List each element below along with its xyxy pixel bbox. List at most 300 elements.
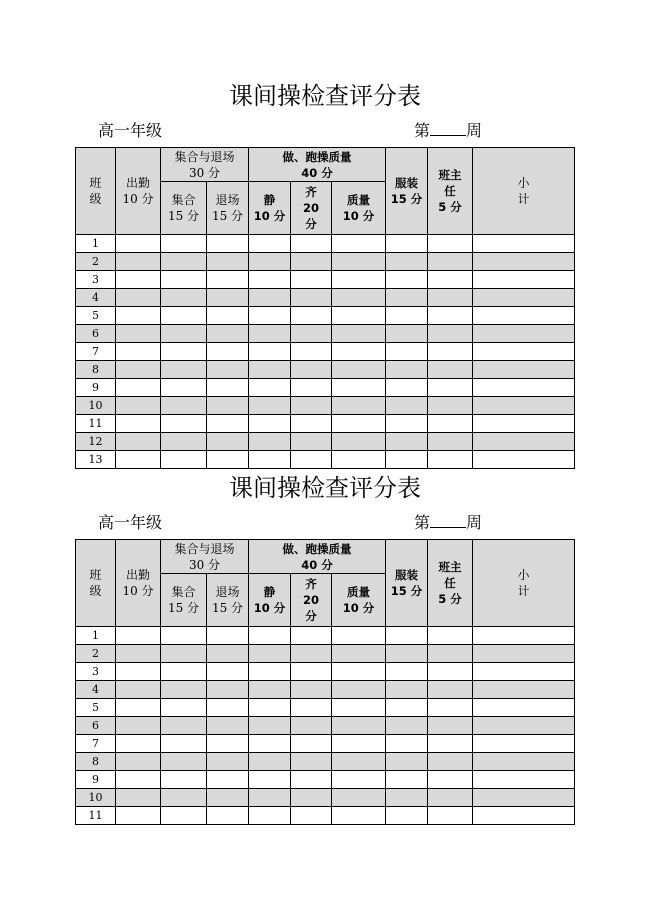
score-cell[interactable] [161, 645, 207, 663]
score-cell[interactable] [291, 789, 332, 807]
class-number: 8 [76, 361, 116, 379]
score-cell[interactable] [332, 807, 386, 825]
score-cell[interactable] [161, 271, 207, 289]
score-cell[interactable] [291, 361, 332, 379]
score-cell[interactable] [428, 663, 473, 681]
score-cell[interactable] [249, 699, 291, 717]
score-cell[interactable] [332, 289, 386, 307]
score-cell[interactable] [249, 771, 291, 789]
score-cell[interactable] [161, 807, 207, 825]
score-cell[interactable] [161, 789, 207, 807]
score-cell[interactable] [291, 343, 332, 361]
score-cell[interactable] [116, 379, 161, 397]
score-cell[interactable] [386, 451, 428, 469]
score-cell[interactable] [249, 717, 291, 735]
score-cell[interactable] [386, 699, 428, 717]
class-number: 6 [76, 325, 116, 343]
score-cell[interactable] [116, 271, 161, 289]
score-cell[interactable] [332, 271, 386, 289]
score-cell[interactable] [428, 807, 473, 825]
score-cell[interactable] [332, 789, 386, 807]
score-cell[interactable] [116, 235, 161, 253]
score-cell[interactable] [332, 379, 386, 397]
score-cell[interactable] [207, 753, 249, 771]
score-cell[interactable] [332, 397, 386, 415]
table-row [76, 735, 575, 753]
score-cell[interactable] [386, 807, 428, 825]
score-cell[interactable] [291, 627, 332, 645]
score-cell[interactable] [116, 433, 161, 451]
score-cell[interactable] [428, 789, 473, 807]
header-subtotal: 小 计 [473, 148, 575, 235]
score-cell[interactable] [386, 343, 428, 361]
class-number: 7 [76, 343, 116, 361]
score-cell[interactable] [249, 235, 291, 253]
week-prefix: 第 [414, 513, 431, 532]
score-cell[interactable] [207, 681, 249, 699]
form-title: 课间操检查评分表 [229, 474, 421, 502]
score-cell[interactable] [428, 699, 473, 717]
class-number: 11 [76, 807, 116, 825]
table-row [76, 253, 575, 271]
table-row [76, 681, 575, 699]
score-cell[interactable] [249, 735, 291, 753]
week-label [414, 121, 482, 141]
score-cell[interactable] [207, 253, 249, 271]
week-suffix: 周 [466, 513, 483, 532]
score-cell[interactable] [116, 289, 161, 307]
week-blank [430, 121, 466, 136]
grade-label: 高一年级 [98, 513, 163, 532]
score-cell[interactable] [332, 627, 386, 645]
header-class: 班 级 [76, 148, 116, 235]
score-cell[interactable] [161, 235, 207, 253]
score-cell[interactable] [207, 235, 249, 253]
score-cell[interactable] [386, 271, 428, 289]
score-cell[interactable] [332, 645, 386, 663]
class-number: 10 [76, 789, 116, 807]
score-cell[interactable] [207, 771, 249, 789]
score-cell[interactable] [473, 807, 575, 825]
score-cell[interactable] [161, 699, 207, 717]
class-number: 1 [76, 235, 116, 253]
header-uniform: 齐 20 分 [291, 182, 332, 235]
score-cell[interactable] [207, 789, 249, 807]
score-cell[interactable] [332, 663, 386, 681]
score-cell[interactable] [207, 451, 249, 469]
score-cell[interactable] [116, 415, 161, 433]
score-cell[interactable] [116, 681, 161, 699]
score-cell[interactable] [332, 307, 386, 325]
score-cell[interactable] [207, 415, 249, 433]
score-cell[interactable] [332, 735, 386, 753]
score-cell[interactable] [161, 735, 207, 753]
score-cell[interactable] [332, 433, 386, 451]
header-gather-group: 集合与退场 30 分 [161, 148, 249, 182]
score-cell[interactable] [473, 753, 575, 771]
score-cell[interactable] [386, 645, 428, 663]
score-cell[interactable] [116, 663, 161, 681]
score-cell[interactable] [428, 735, 473, 753]
score-cell[interactable] [428, 397, 473, 415]
score-cell[interactable] [116, 627, 161, 645]
score-cell[interactable] [207, 663, 249, 681]
score-cell[interactable] [207, 325, 249, 343]
score-cell[interactable] [161, 415, 207, 433]
score-cell[interactable] [249, 415, 291, 433]
score-cell[interactable] [473, 253, 575, 271]
score-cell[interactable] [161, 361, 207, 379]
score-cell[interactable] [428, 717, 473, 735]
score-cell[interactable] [332, 361, 386, 379]
header-attendance: 出勤 10 分 [116, 148, 161, 235]
score-cell[interactable] [428, 627, 473, 645]
week-suffix: 周 [466, 121, 483, 140]
score-cell[interactable] [116, 397, 161, 415]
score-cell[interactable] [291, 717, 332, 735]
score-cell[interactable] [428, 645, 473, 663]
score-cell[interactable] [116, 325, 161, 343]
score-cell[interactable] [161, 433, 207, 451]
grade-label: 高一年级 [98, 121, 163, 140]
score-cell[interactable] [473, 397, 575, 415]
class-number: 5 [76, 307, 116, 325]
score-cell[interactable] [332, 699, 386, 717]
score-cell[interactable] [386, 415, 428, 433]
table-row [76, 771, 575, 789]
header-quality: 质量 10 分 [332, 574, 386, 627]
score-cell[interactable] [386, 771, 428, 789]
score-cell[interactable] [473, 681, 575, 699]
score-cell[interactable] [249, 753, 291, 771]
table-row [76, 289, 575, 307]
table-row [76, 307, 575, 325]
score-cell[interactable] [116, 645, 161, 663]
header-exercise-group: 做、跑操质量 40 分 [249, 148, 386, 182]
score-cell[interactable] [291, 289, 332, 307]
table-row [76, 343, 575, 361]
score-cell[interactable] [473, 699, 575, 717]
score-cell[interactable] [473, 415, 575, 433]
score-cell[interactable] [207, 807, 249, 825]
score-cell[interactable] [291, 771, 332, 789]
table-body [76, 235, 575, 469]
score-cell[interactable] [332, 325, 386, 343]
score-cell[interactable] [473, 433, 575, 451]
header-exercise-group: 做、跑操质量 40 分 [249, 540, 386, 574]
score-cell[interactable] [161, 627, 207, 645]
score-cell[interactable] [207, 289, 249, 307]
score-cell[interactable] [332, 451, 386, 469]
score-cell[interactable] [207, 645, 249, 663]
score-cell[interactable] [386, 325, 428, 343]
score-cell[interactable] [428, 753, 473, 771]
table-row [76, 235, 575, 253]
score-cell[interactable] [249, 433, 291, 451]
score-cell[interactable] [386, 235, 428, 253]
form-title: 课间操检查评分表 [229, 82, 421, 110]
score-cell[interactable] [291, 735, 332, 753]
score-cell[interactable] [428, 235, 473, 253]
score-cell[interactable] [249, 397, 291, 415]
score-cell[interactable] [207, 433, 249, 451]
table-row [76, 379, 575, 397]
score-cell[interactable] [249, 627, 291, 645]
score-cell[interactable] [473, 645, 575, 663]
score-cell[interactable] [161, 771, 207, 789]
header-dress: 服装 15 分 [386, 540, 428, 627]
score-cell[interactable] [291, 379, 332, 397]
score-cell[interactable] [473, 717, 575, 735]
score-cell[interactable] [332, 753, 386, 771]
table-row [76, 451, 575, 469]
score-cell[interactable] [116, 753, 161, 771]
score-cell[interactable] [428, 379, 473, 397]
score-cell[interactable] [386, 253, 428, 271]
class-number: 3 [76, 663, 116, 681]
score-cell[interactable] [116, 717, 161, 735]
table-row [76, 699, 575, 717]
class-number: 12 [76, 433, 116, 451]
score-cell[interactable] [161, 717, 207, 735]
score-cell[interactable] [249, 681, 291, 699]
header-class: 班 级 [76, 540, 116, 627]
score-cell[interactable] [473, 235, 575, 253]
table-row [76, 663, 575, 681]
score-cell[interactable] [249, 343, 291, 361]
score-cell[interactable] [386, 307, 428, 325]
score-cell[interactable] [473, 627, 575, 645]
table-row [76, 627, 575, 645]
score-table [75, 147, 575, 469]
score-cell[interactable] [473, 771, 575, 789]
header-uniform: 齐 20 分 [291, 574, 332, 627]
score-cell[interactable] [116, 771, 161, 789]
score-cell[interactable] [116, 343, 161, 361]
score-cell[interactable] [428, 253, 473, 271]
table-row [76, 753, 575, 771]
score-cell[interactable] [386, 397, 428, 415]
score-cell[interactable] [249, 379, 291, 397]
score-cell[interactable] [428, 681, 473, 699]
score-cell[interactable] [428, 433, 473, 451]
score-cell[interactable] [332, 415, 386, 433]
class-number: 4 [76, 681, 116, 699]
score-cell[interactable] [473, 451, 575, 469]
score-cell[interactable] [116, 789, 161, 807]
score-cell[interactable] [207, 397, 249, 415]
score-cell[interactable] [161, 253, 207, 271]
score-cell[interactable] [291, 753, 332, 771]
table-row [76, 645, 575, 663]
score-cell[interactable] [116, 735, 161, 753]
score-cell[interactable] [291, 253, 332, 271]
score-cell[interactable] [332, 253, 386, 271]
score-cell[interactable] [386, 663, 428, 681]
score-table [75, 539, 575, 825]
score-cell[interactable] [473, 325, 575, 343]
header-quiet: 静 10 分 [249, 182, 291, 235]
score-cell[interactable] [249, 253, 291, 271]
score-cell[interactable] [291, 451, 332, 469]
score-cell[interactable] [386, 717, 428, 735]
class-number: 11 [76, 415, 116, 433]
score-cell[interactable] [161, 681, 207, 699]
score-cell[interactable] [249, 361, 291, 379]
table-row [76, 789, 575, 807]
table-row [76, 415, 575, 433]
class-number: 8 [76, 753, 116, 771]
score-cell[interactable] [116, 361, 161, 379]
score-cell[interactable] [161, 451, 207, 469]
score-cell[interactable] [207, 717, 249, 735]
score-cell[interactable] [249, 451, 291, 469]
score-cell[interactable] [207, 379, 249, 397]
score-cell[interactable] [249, 645, 291, 663]
score-cell[interactable] [386, 627, 428, 645]
score-cell[interactable] [428, 415, 473, 433]
score-cell[interactable] [428, 361, 473, 379]
table-row [76, 325, 575, 343]
score-cell[interactable] [161, 753, 207, 771]
score-cell[interactable] [291, 645, 332, 663]
week-blank [430, 513, 466, 528]
score-cell[interactable] [386, 735, 428, 753]
header-gather-group: 集合与退场 30 分 [161, 540, 249, 574]
score-cell[interactable] [473, 735, 575, 753]
score-cell[interactable] [207, 735, 249, 753]
header-exit: 退场 15 分 [207, 182, 249, 235]
table-row [76, 807, 575, 825]
score-cell[interactable] [249, 663, 291, 681]
score-cell[interactable] [249, 325, 291, 343]
score-cell[interactable] [291, 415, 332, 433]
score-cell[interactable] [386, 289, 428, 307]
table-row [76, 361, 575, 379]
score-cell[interactable] [291, 325, 332, 343]
score-cell[interactable] [332, 717, 386, 735]
table-row [76, 271, 575, 289]
score-cell[interactable] [386, 379, 428, 397]
score-cell[interactable] [116, 807, 161, 825]
score-cell[interactable] [291, 807, 332, 825]
header-gather: 集合 15 分 [161, 182, 207, 235]
score-cell[interactable] [161, 397, 207, 415]
score-cell[interactable] [428, 325, 473, 343]
score-cell[interactable] [116, 699, 161, 717]
class-number: 9 [76, 379, 116, 397]
header-subtotal: 小 计 [473, 540, 575, 627]
score-cell[interactable] [249, 289, 291, 307]
header-gather: 集合 15 分 [161, 574, 207, 627]
score-cell[interactable] [249, 807, 291, 825]
score-cell[interactable] [249, 789, 291, 807]
week-prefix: 第 [414, 121, 431, 140]
table-row [76, 717, 575, 735]
score-cell[interactable] [291, 307, 332, 325]
score-cell[interactable] [116, 451, 161, 469]
score-cell[interactable] [291, 397, 332, 415]
class-number: 1 [76, 627, 116, 645]
header-teacher: 班主 任 5 分 [428, 148, 473, 235]
score-cell[interactable] [386, 753, 428, 771]
header-teacher: 班主 任 5 分 [428, 540, 473, 627]
table-row [76, 397, 575, 415]
header-attendance: 出勤 10 分 [116, 540, 161, 627]
header-dress: 服装 15 分 [386, 148, 428, 235]
header-quality: 质量 10 分 [332, 182, 386, 235]
score-cell[interactable] [161, 343, 207, 361]
score-cell[interactable] [473, 379, 575, 397]
score-cell[interactable] [161, 289, 207, 307]
class-number: 2 [76, 645, 116, 663]
class-number: 9 [76, 771, 116, 789]
score-cell[interactable] [207, 343, 249, 361]
score-cell[interactable] [161, 663, 207, 681]
score-cell[interactable] [161, 379, 207, 397]
score-cell[interactable] [473, 789, 575, 807]
week-label [414, 513, 482, 533]
score-cell[interactable] [291, 235, 332, 253]
score-cell[interactable] [473, 307, 575, 325]
score-cell[interactable] [207, 361, 249, 379]
class-number: 10 [76, 397, 116, 415]
score-cell[interactable] [291, 663, 332, 681]
class-number: 6 [76, 717, 116, 735]
score-cell[interactable] [116, 307, 161, 325]
score-cell[interactable] [332, 343, 386, 361]
score-cell[interactable] [116, 253, 161, 271]
score-cell[interactable] [332, 235, 386, 253]
score-cell[interactable] [291, 681, 332, 699]
score-cell[interactable] [428, 289, 473, 307]
score-cell[interactable] [473, 343, 575, 361]
score-cell[interactable] [332, 771, 386, 789]
score-cell[interactable] [207, 307, 249, 325]
score-cell[interactable] [428, 343, 473, 361]
score-cell[interactable] [207, 699, 249, 717]
score-cell[interactable] [428, 307, 473, 325]
score-cell[interactable] [207, 627, 249, 645]
class-number: 7 [76, 735, 116, 753]
score-cell[interactable] [473, 663, 575, 681]
score-cell[interactable] [386, 361, 428, 379]
score-cell[interactable] [428, 771, 473, 789]
score-cell[interactable] [249, 307, 291, 325]
score-cell[interactable] [428, 271, 473, 289]
table-body [76, 627, 575, 825]
score-cell[interactable] [473, 361, 575, 379]
score-cell[interactable] [291, 699, 332, 717]
score-cell[interactable] [473, 271, 575, 289]
table-row [76, 433, 575, 451]
score-cell[interactable] [386, 433, 428, 451]
class-number: 2 [76, 253, 116, 271]
header-exit: 退场 15 分 [207, 574, 249, 627]
score-cell[interactable] [249, 271, 291, 289]
score-cell[interactable] [161, 307, 207, 325]
score-cell[interactable] [291, 433, 332, 451]
score-cell[interactable] [473, 289, 575, 307]
score-cell[interactable] [291, 271, 332, 289]
score-cell[interactable] [161, 325, 207, 343]
score-cell[interactable] [428, 451, 473, 469]
score-cell[interactable] [332, 681, 386, 699]
score-cell[interactable] [207, 271, 249, 289]
score-cell[interactable] [386, 681, 428, 699]
score-cell[interactable] [386, 789, 428, 807]
class-number: 3 [76, 271, 116, 289]
